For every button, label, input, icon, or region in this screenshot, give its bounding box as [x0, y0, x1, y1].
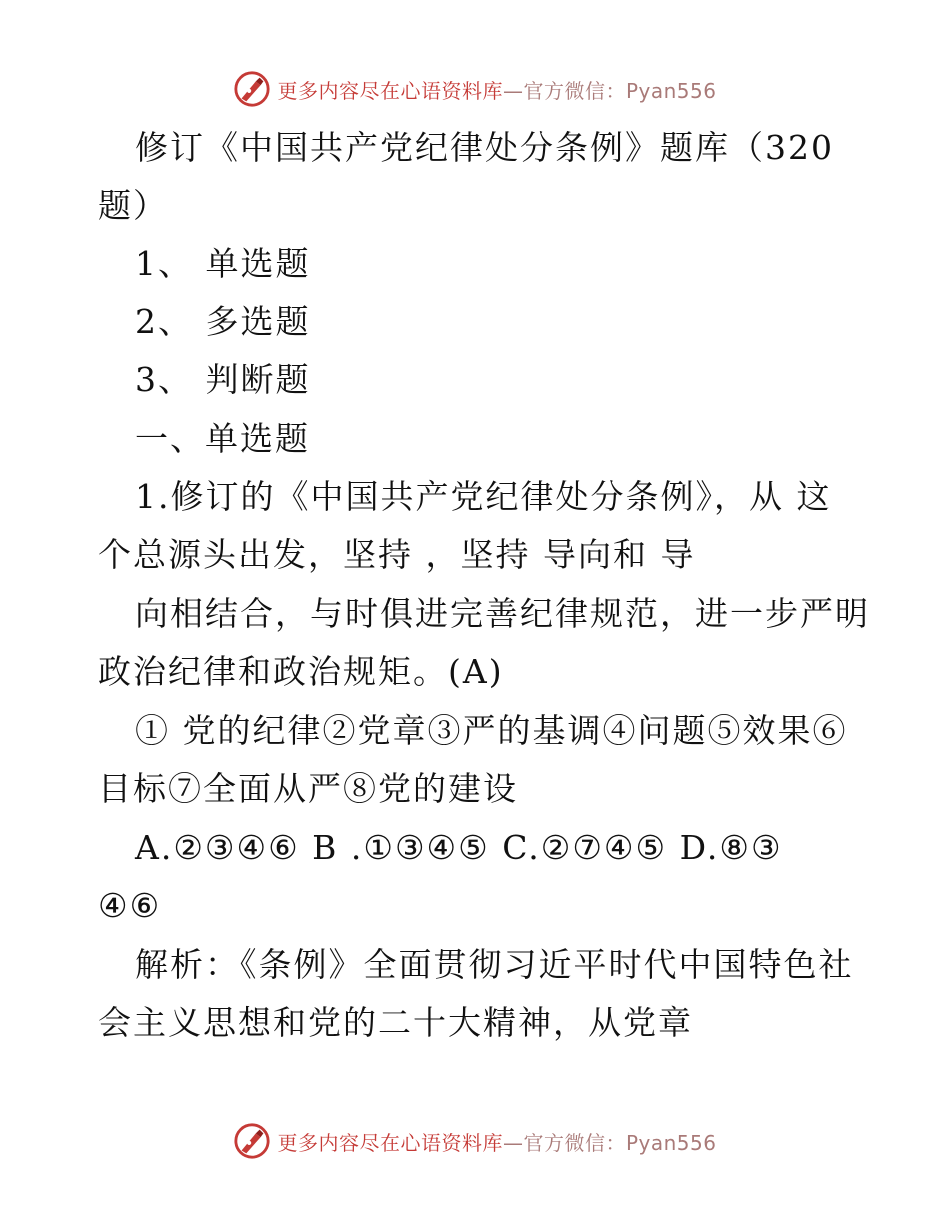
watermark-text: 更多内容尽在心语资料库—官方微信：Pyan556: [277, 1130, 717, 1155]
question-text-continued: 向相结合，与时俱进完善纪律规范，进一步严明: [135, 594, 870, 633]
pen-logo-icon: [233, 1122, 271, 1160]
watermark-text: 更多内容尽在心语资料库—官方微信：Pyan556: [277, 78, 717, 103]
answer-options: A.②③④⑥ B .①③④⑤ C.②⑦④⑤ D.⑧③: [135, 828, 783, 867]
pen-logo-icon: [233, 70, 271, 108]
question-items-continued: 目标⑦全面从严⑧党的建设: [98, 769, 518, 808]
document-title: 修订《中国共产党纪律处分条例》题库（320: [135, 128, 834, 167]
header-watermark: [0, 70, 950, 108]
analysis-text: 解析：《条例》全面贯彻习近平时代中国特色社: [135, 945, 854, 984]
toc-item-multiple-choice: 2、 多选题: [135, 302, 311, 341]
section-heading: 一、单选题: [135, 419, 310, 458]
question-text-continued: 个总源头出发，坚持 ，坚持 导向和 导: [98, 535, 696, 574]
document-title-continued: 题）: [98, 186, 168, 225]
footer-watermark: [0, 1122, 950, 1160]
question-text-continued: 政治纪律和政治规矩。(A): [98, 652, 504, 691]
analysis-text-continued: 会主义思想和党的二十大精神，从党章: [98, 1003, 693, 1042]
question-text: 1.修订的《中国共产党纪律处分条例》，从 这: [135, 477, 832, 516]
question-items: ① 党的纪律②党章③严的基调④问题⑤效果⑥: [135, 711, 848, 750]
answer-options-continued: ④⑥: [98, 886, 162, 925]
toc-item-true-false: 3、 判断题: [135, 360, 311, 399]
toc-item-single-choice: 1、 单选题: [135, 244, 311, 283]
